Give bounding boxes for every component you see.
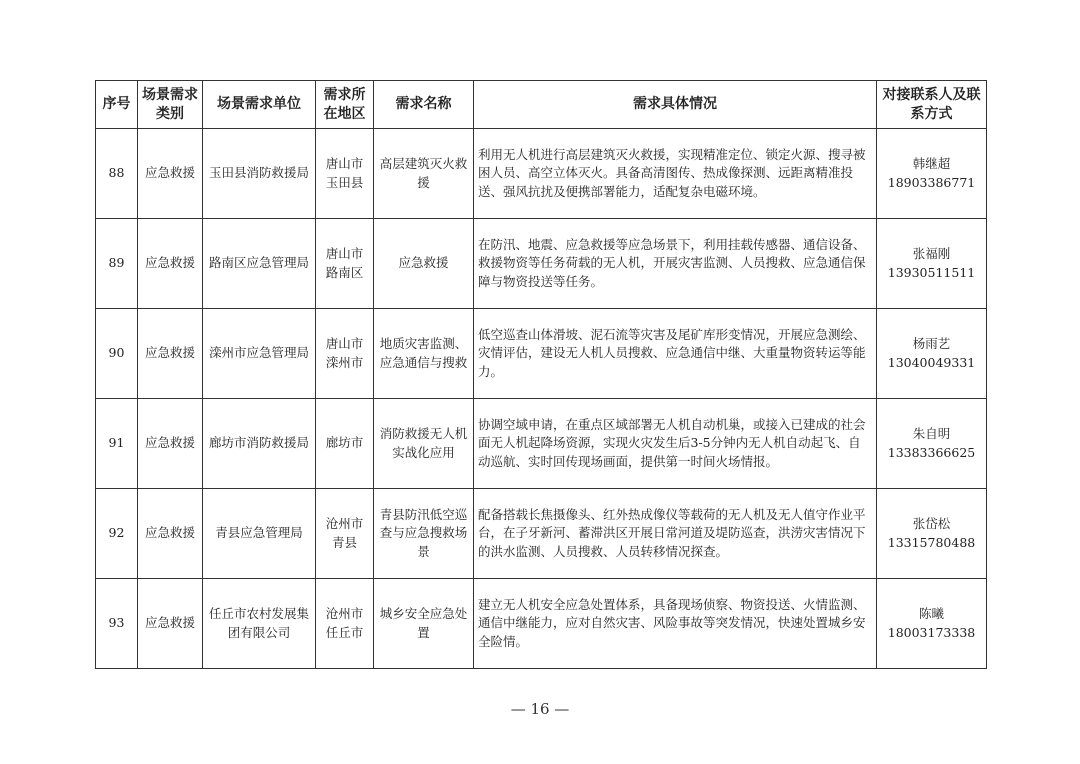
cell-category: 应急救援 xyxy=(138,309,203,399)
table-row xyxy=(96,309,987,399)
header-detail: 需求具体情况 xyxy=(474,81,877,129)
contact-phone: 13930511511 xyxy=(887,264,976,280)
cell-unit: 路南区应急管理局 xyxy=(203,219,316,309)
cell-no: 93 xyxy=(96,579,138,669)
header-row xyxy=(96,81,987,129)
contact-phone: 13383366625 xyxy=(887,444,976,460)
cell-name: 城乡安全应急处置 xyxy=(374,579,474,669)
table-row xyxy=(96,219,987,309)
cell-unit: 玉田县消防救援局 xyxy=(203,129,316,219)
header-category: 场景需求类别 xyxy=(138,81,203,129)
contact-name: 朱自明 xyxy=(912,426,951,442)
cell-no: 89 xyxy=(96,219,138,309)
table-row xyxy=(96,399,987,489)
page-number: — 16 — xyxy=(510,700,570,718)
header-region: 需求所在地区 xyxy=(316,81,374,129)
cell-detail: 配备搭载长焦摄像头、红外热成像仪等载荷的无人机及无人值守作业平台，在子牙新河、蓄滞洪区开展日常河道及堤防巡查，洪涝灾害情况下的洪水监测、人员搜救、人员转移情况探查。 xyxy=(474,489,877,579)
cell-contact xyxy=(877,489,987,579)
cell-category: 应急救援 xyxy=(138,129,203,219)
cell-unit: 滦州市应急管理局 xyxy=(203,309,316,399)
header-name: 需求名称 xyxy=(374,81,474,129)
cell-category: 应急救援 xyxy=(138,579,203,669)
cell-no: 90 xyxy=(96,309,138,399)
contact-name: 杨雨艺 xyxy=(912,336,951,352)
cell-contact xyxy=(877,219,987,309)
cell-detail: 利用无人机进行高层建筑灭火救援，实现精准定位、锁定火源、搜寻被困人员、高空立体灭火。具备高清图传、热成像探测、远距离精准投送、强风抗扰及便携部署能力，适配复杂电磁环境。 xyxy=(474,129,877,219)
cell-name: 青县防汛低空巡查与应急搜救场景 xyxy=(374,489,474,579)
cell-no: 88 xyxy=(96,129,138,219)
cell-region: 沧州市青县 xyxy=(316,489,374,579)
cell-contact xyxy=(877,399,987,489)
cell-contact xyxy=(877,579,987,669)
cell-detail: 在防汛、地震、应急救援等应急场景下，利用挂载传感器、通信设备、救援物资等任务荷载的无人机，开展灾害监测、人员搜救、应急通信保障与物资投送等任务。 xyxy=(474,219,877,309)
cell-region: 廊坊市 xyxy=(316,399,374,489)
cell-category: 应急救援 xyxy=(138,399,203,489)
cell-name: 应急救援 xyxy=(374,219,474,309)
cell-unit: 青县应急管理局 xyxy=(203,489,316,579)
cell-name: 地质灾害监测、应急通信与搜救 xyxy=(374,309,474,399)
cell-name: 消防救援无人机实战化应用 xyxy=(374,399,474,489)
contact-name: 陈曦 xyxy=(918,606,944,622)
cell-contact xyxy=(877,309,987,399)
cell-detail: 协调空域申请，在重点区域部署无人机自动机巢，或接入已建成的社会面无人机起降场资源，实现火灾发生后3-5分钟内无人机自动起飞、自动巡航、实时回传现场画面，提供第一时间火场情报。 xyxy=(474,399,877,489)
header-contact: 对接联系人及联系方式 xyxy=(877,81,987,129)
cell-contact xyxy=(877,129,987,219)
contact-phone: 13315780488 xyxy=(887,534,976,550)
cell-unit: 任丘市农村发展集团有限公司 xyxy=(203,579,316,669)
contact-name: 张岱松 xyxy=(912,516,951,532)
header-no: 序号 xyxy=(96,81,138,129)
cell-unit: 廊坊市消防救援局 xyxy=(203,399,316,489)
contact-phone: 13040049331 xyxy=(887,354,976,370)
cell-no: 92 xyxy=(96,489,138,579)
cell-region: 唐山市滦州市 xyxy=(316,309,374,399)
table-row xyxy=(96,129,987,219)
contact-name: 韩继超 xyxy=(912,156,951,172)
cell-region: 唐山市路南区 xyxy=(316,219,374,309)
contact-phone: 18003173338 xyxy=(887,624,976,640)
cell-name: 高层建筑灭火救援 xyxy=(374,129,474,219)
cell-region: 沧州市任丘市 xyxy=(316,579,374,669)
cell-no: 91 xyxy=(96,399,138,489)
cell-detail: 低空巡查山体滑坡、泥石流等灾害及尾矿库形变情况，开展应急测绘、灾情评估，建设无人机人员搜救、应急通信中继、大重量物资转运等能力。 xyxy=(474,309,877,399)
cell-detail: 建立无人机安全应急处置体系，具备现场侦察、物资投送、火情监测、通信中继能力，应对自然灾害、风险事故等突发情况，快速处置城乡安全险情。 xyxy=(474,579,877,669)
contact-phone: 18903386771 xyxy=(887,174,976,190)
requirements-table xyxy=(95,80,987,669)
table-row xyxy=(96,489,987,579)
cell-category: 应急救援 xyxy=(138,489,203,579)
header-unit: 场景需求单位 xyxy=(203,81,316,129)
cell-category: 应急救援 xyxy=(138,219,203,309)
table-row xyxy=(96,579,987,669)
cell-region: 唐山市玉田县 xyxy=(316,129,374,219)
contact-name: 张福刚 xyxy=(912,246,951,262)
